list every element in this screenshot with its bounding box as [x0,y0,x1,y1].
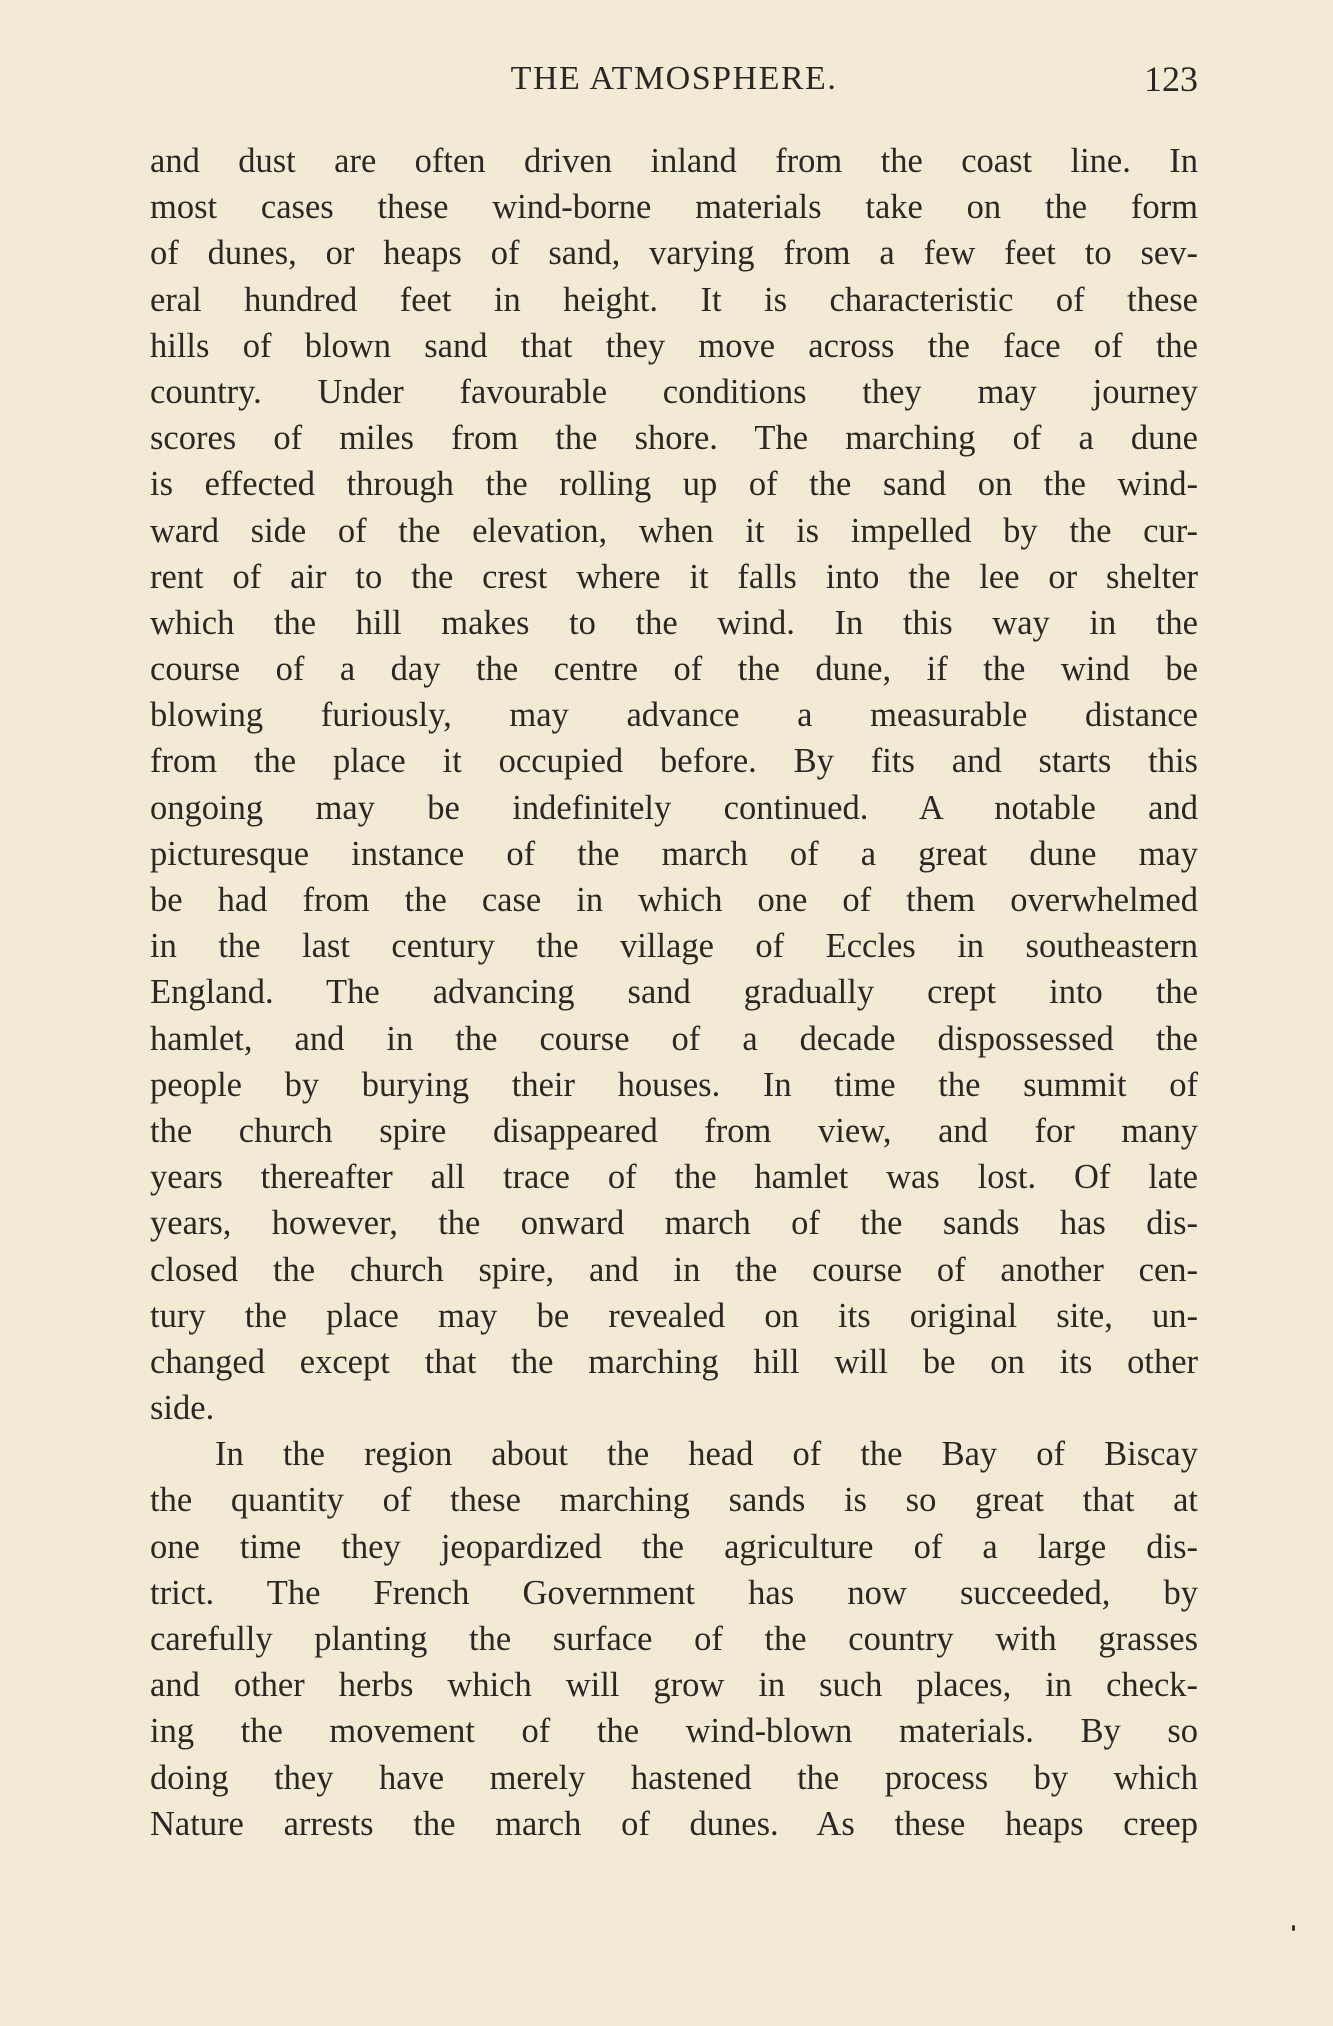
text-line: ing the movement of the wind-blown materials. By so [150,1712,1198,1751]
text-line: doing they have merely hastened the process by which [150,1758,1198,1797]
text-line: scores of miles from the shore. The marching of a dune [150,419,1198,458]
text-line: from the place it occupied before. By fits and starts this [150,742,1198,781]
text-line: course of a day the centre of the dune, if the wind be [150,650,1198,689]
text-line: people by burying their houses. In time the summit of [150,1065,1198,1104]
ink-speck [1292,1925,1295,1931]
running-head [150,54,1198,104]
text-line: years, however, the onward march of the sands has dis- [150,1204,1198,1243]
text-line: be had from the case in which one of them overwhelmed [150,881,1198,919]
text-line: hills of blown sand that they move across the face of the [150,326,1198,365]
text-line: rent of air to the crest where it falls into the lee or shelter [150,557,1198,596]
text-line: blowing furiously, may advance a measurable distance [150,696,1198,735]
page-number: 123 [1144,59,1198,99]
text-line: most cases these wind-borne materials take on the form [150,188,1198,227]
running-title: THE ATMOSPHERE. [510,60,838,97]
text-line: Nature arrests the march of dunes. As these heaps creep [150,1804,1198,1843]
text-line: ward side of the elevation, when it is impelled by the cur- [150,511,1198,550]
body-text [150,138,1198,1847]
text-line: one time they jeopardized the agriculture of a large dis- [150,1527,1198,1566]
text-line: years thereafter all trace of the hamlet was lost. Of late [150,1158,1198,1197]
text-line: In the region about the head of the Bay of Biscay [215,1435,1198,1474]
text-line: carefully planting the surface of the country with grasses [150,1620,1198,1658]
paragraph-2 [150,1431,1198,1847]
text-line: the quantity of these marching sands is so great that at [150,1481,1198,1520]
text-line: and other herbs which will grow in such places, in check- [150,1666,1198,1705]
text-line: country. Under favourable conditions they may journey [150,372,1198,411]
text-line: and dust are often driven inland from the coast line. In [150,142,1198,180]
text-line: of dunes, or heaps of sand, varying from a few feet to sev- [150,234,1198,273]
text-line: eral hundred feet in height. It is characteristic of these [150,280,1198,319]
text-line: ongoing may be indefinitely continued. A notable and [150,788,1198,827]
text-line: side. [150,1389,215,1428]
text-line: tury the place may be revealed on its original site, un- [150,1296,1198,1335]
text-line: in the last century the village of Eccles in southeastern [150,927,1198,966]
text-line: is effected through the rolling up of the sand on the wind- [150,465,1198,504]
text-line: closed the church spire, and in the course of another cen- [150,1250,1198,1289]
text-line: picturesque instance of the march of a great dune may [150,834,1198,873]
text-line: changed except that the marching hill will be on its other [150,1342,1198,1381]
text-line: the church spire disappeared from view, and for many [150,1111,1198,1150]
text-line: trict. The French Government has now succeeded, by [150,1573,1198,1612]
text-line: which the hill makes to the wind. In this way in the [150,603,1198,642]
paragraph-1 [150,138,1198,1431]
text-line: hamlet, and in the course of a decade dispossessed the [150,1019,1198,1058]
text-line: England. The advancing sand gradually crept into the [150,973,1198,1012]
